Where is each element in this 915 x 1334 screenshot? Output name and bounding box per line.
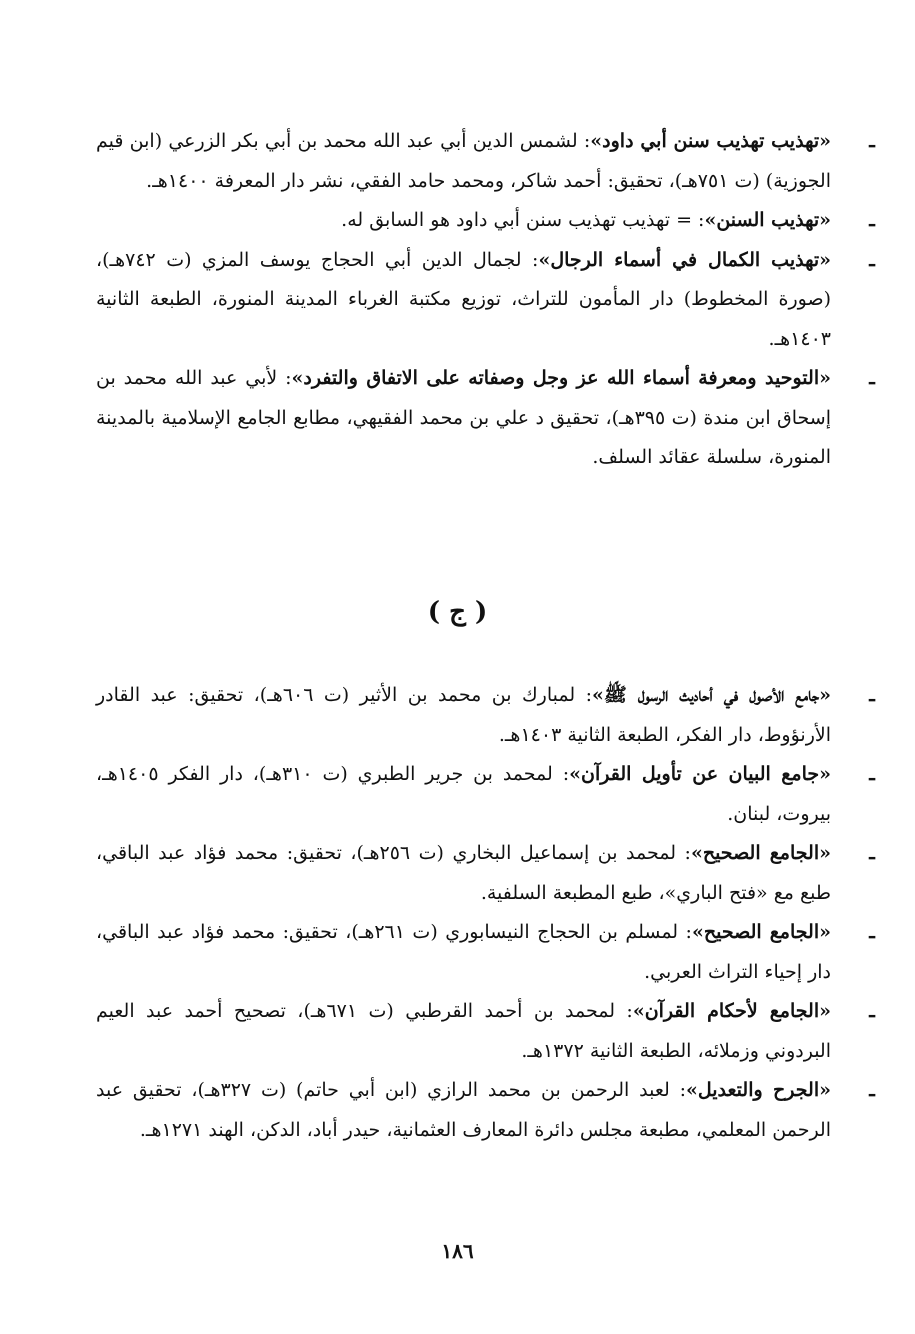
bibliography-entry [96, 676, 875, 755]
entry-text: : لمسلم بن الحجاج النيسابوري (ت ٢٦١هـ)، تحقيق: محمد فؤاد عبد الباقي، دار إحياء التراث العربي. [96, 921, 831, 983]
entry-dash: ـ [869, 684, 875, 706]
entry-title: «تهذيب السنن» [704, 209, 831, 231]
bibliography-entry [96, 1071, 875, 1150]
bibliography-entry [96, 359, 875, 478]
entry-text: : = تهذيب تهذيب سنن أبي داود هو السابق له. [341, 209, 705, 231]
entry-dash: ـ [869, 1000, 875, 1022]
entry-text: : لمحمد بن جرير الطبري (ت ٣١٠هـ)، دار الفكر ١٤٠٥هـ، بيروت، لبنان. [96, 763, 831, 825]
entry-dash: ـ [869, 209, 875, 231]
entry-text: : لمبارك بن محمد بن الأثير (ت ٦٠٦هـ)، تحقيق: عبد القادر الأرنؤوط، دار الفكر، الطبعة الثانية ١٤٠٣هـ. [96, 684, 831, 746]
entry-dash: ـ [869, 248, 875, 271]
bibliography-group-jim [96, 676, 875, 1150]
entry-title: «الجامع الصحيح» [690, 842, 831, 864]
bibliography-entry [96, 755, 875, 834]
bibliography-entry [96, 201, 875, 241]
entry-text: : لأبي عبد الله محمد بن إسحاق ابن مندة (ت ٣٩٥هـ)، تحقيق د علي بن محمد الفقيهي، مطابع الجامع الإسلامية بالمدينة المنورة، سلسلة عقائد السلف. [96, 367, 831, 468]
entry-dash: ـ [869, 1079, 875, 1101]
entry-dash: ـ [869, 842, 875, 864]
bibliography-entry [96, 834, 875, 913]
entry-title: «التوحيد ومعرفة أسماء الله عز وجل وصفاته على الاتفاق والتفرد» [291, 367, 831, 389]
bibliography-group-ta [96, 122, 875, 478]
bibliography-entry [96, 913, 875, 992]
entry-title: «جامع الأصول في أحاديث الرسول ﷺ» [592, 684, 831, 706]
section-heading: ( ج ) [427, 597, 488, 627]
bibliography-entry [96, 241, 875, 360]
entry-dash: ـ [869, 130, 875, 152]
entry-text: : لشمس الدين أبي عبد الله محمد بن أبي بكر الزرعي (ابن قيم الجوزية) (ت ٧٥١هـ)، تحقيق: أحمد شاكر، ومحمد حامد الفقي، نشر دار المعرفة ١٤٠٠هـ. [96, 130, 831, 192]
entry-title: «تهذيب الكمال في أسماء الرجال» [538, 248, 831, 271]
page-number: ١٨٦ [441, 1239, 474, 1263]
entry-title: «الجرح والتعديل» [685, 1079, 831, 1101]
entry-text: : لمحمد بن أحمد القرطبي (ت ٦٧١هـ)، تصحيح أحمد عبد العيم البردوني وزملائه، الطبعة الثانية ١٣٧٢هـ. [96, 1000, 831, 1062]
bibliography-entry [96, 992, 875, 1071]
entry-dash: ـ [869, 763, 875, 785]
entry-text: : لجمال الدين أبي الحجاج يوسف المزي (ت ٧٤٢هـ)، (صورة المخطوط) دار المأمون للتراث، توزيع مكتبة الغرباء المدينة المنورة، الطبعة الثانية ١٤٠٣هـ. [96, 248, 831, 350]
entry-title: «تهذيب تهذيب سنن أبي داود» [590, 130, 831, 152]
entry-text: : لعبد الرحمن بن محمد الرازي (ابن أبي حاتم) (ت ٣٢٧هـ)، تحقيق عبد الرحمن المعلمي، مطبعة مجلس دائرة المعارف العثمانية، حيدر أباد، الدكن، الهند ١٢٧١هـ. [96, 1079, 831, 1141]
entry-title: «جامع البيان عن تأويل القرآن» [569, 763, 831, 785]
entry-text: : لمحمد بن إسماعيل البخاري (ت ٢٥٦هـ)، تحقيق: محمد فؤاد عبد الباقي، طبع مع «فتح الباري»، طبع المطبعة السلفية. [96, 842, 831, 904]
entry-dash: ـ [869, 921, 875, 943]
entry-title: «الجامع الصحيح» [691, 921, 831, 943]
entry-title: «الجامع لأحكام القرآن» [632, 1000, 831, 1022]
bibliography-entry [96, 122, 875, 201]
entry-dash: ـ [869, 367, 875, 389]
